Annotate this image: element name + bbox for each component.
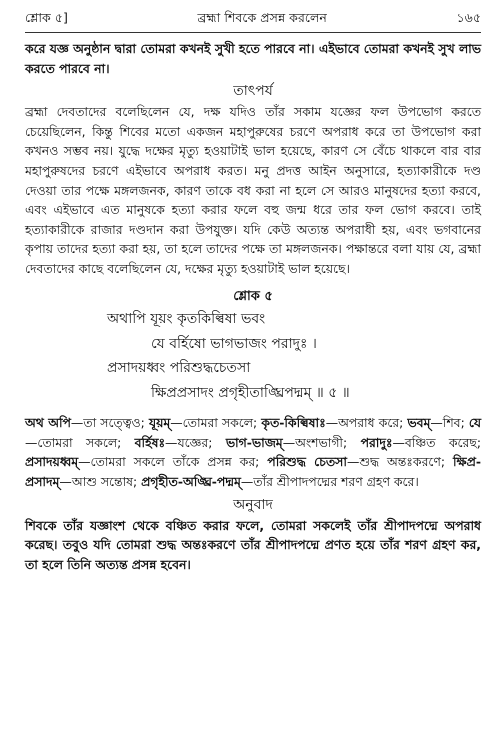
ww-term: পরিশুদ্ধ চেতসা bbox=[267, 454, 347, 470]
ww-meaning: আশু সন্তোষ; bbox=[71, 473, 142, 489]
ww-term: প্রসাদয়ধ্বম্ bbox=[25, 454, 79, 470]
ww-term: ভাগ-ভাজম্ bbox=[225, 434, 283, 450]
verse-label: শ্লোক ৫ bbox=[233, 288, 273, 304]
ww-term: ক্ষিপ্র-প্রসাদম্ bbox=[25, 454, 481, 489]
ww-meaning: অংশভাগী; bbox=[295, 434, 361, 450]
ww-meaning: তোমরা সকলে; bbox=[182, 415, 262, 431]
translation-heading: অনুবাদ bbox=[233, 496, 273, 513]
translation-text: শিবকে তাঁর যজ্ঞাংশ থেকে বঞ্চিত করার ফলে, তোমরা সকলেই তাঁর শ্রীপাদপদ্মে অপরাধ করেছ। তবুও যদি তোমরা শুদ্ধ অন্তঃকরণে তাঁর শ্রীপাদপদ্মে প্রণত হয়ে তাঁর শরণ গ্রহণ কর, তা হলে তিনি অত্যন্ত প্রসন্ন হবেন। bbox=[25, 517, 481, 572]
ww-meaning: যজ্ঞের; bbox=[177, 434, 226, 450]
ww-meaning: বঞ্চিত করেছ; bbox=[404, 434, 482, 450]
header-verse-ref: শ্লোক ৫] bbox=[25, 10, 68, 25]
page-header bbox=[25, 8, 481, 32]
ww-meaning: তোমরা সকলে তাঁকে প্রসন্ন কর; bbox=[90, 454, 268, 470]
ww-term: প্রগৃহীত-অঙ্ঘ্রি-পদ্মম্ bbox=[141, 473, 241, 489]
ww-term: ভবম্ bbox=[407, 415, 431, 431]
ww-term: কৃত-কিল্বিষাঃ bbox=[261, 415, 326, 431]
ww-meaning: অপরাধ করে; bbox=[338, 415, 408, 431]
purport-text: ব্রহ্মা দেবতাদের বলেছিলেন যে, দক্ষ যদিও তাঁর সকাম যজ্ঞের ফল উপভোগ করতে চেয়েছিলেন, কিন্তু শিবের মতো একজন মহাপুরুষের চরণে অপরাধ করে তা উপভোগ করা কখনও সম্ভব নয়। যুদ্ধে দক্ষের মৃত্যু হওয়াটাই ভাল হয়েছে, কারণ সে বেঁচে থাকলে বার বার মহাপুরুষদের চরণে এইভাবে অপরাধ করত। মনু প্রদত্ত আইন অনুসারে, হত্যাকারীকে দণ্ড দেওয়া তার পক্ষে মঙ্গলজনক, কারণ তাকে বধ করা না হলে সে আরও মানুষদের হত্যা করবে, এবং এইভাবে এত মানুষকে হত্যা করার ফলে বহু জন্ম ধরে তার ফল ভোগ করবে। তাই হত্যাকারীকে রাজার দণ্ডদান করা উপযুক্ত। যদি কেউ অত্যন্ত অপরাধী হয়, এবং ভগবানের কৃপায় তাদের হত্যা করা হয়, তা হলে তাদের পক্ষে তা মঙ্গলজনক। পক্ষান্তরে বলা যায় যে, ব্রহ্মা দেবতাদের কাছে বলেছিলেন যে, দক্ষের মৃত্যু হওয়াটাই ভাল হয়েছে। bbox=[25, 104, 481, 277]
ww-term: যে bbox=[468, 415, 482, 431]
verse-line-4: ক্ষিপ্রপ্রসাদং প্রগৃহীতাঙ্ঘ্রিপদ্মম্ ॥ ৫ ॥ bbox=[151, 384, 350, 401]
ww-meaning: শিব; bbox=[442, 415, 469, 431]
ww-term: যূয়ম্ bbox=[148, 415, 171, 431]
ww-meaning: তা সত্ত্বেও; bbox=[83, 415, 149, 431]
ww-term: অথ অপি bbox=[25, 415, 71, 431]
ww-meaning: তোমরা সকলে; bbox=[37, 434, 135, 450]
purport-heading: তাৎপর্য bbox=[233, 83, 273, 100]
page-number: ১৬৫ bbox=[456, 10, 481, 25]
ww-term: পরাদুঃ bbox=[360, 434, 393, 450]
verse-line-2: যে বর্হিষো ভাগভাজং পরাদুঃ । bbox=[151, 335, 317, 352]
ww-term: বর্হিষঃ bbox=[134, 434, 166, 450]
ww-meaning: শুদ্ধ অন্তঃকরণে; bbox=[359, 454, 454, 470]
verse-line-1: অথাপি যূয়ং কৃতকিল্বিষা ভবং bbox=[107, 311, 266, 328]
previous-translation-end: করে যজ্ঞ অনুষ্ঠান দ্বারা তোমরা কখনই সুখী হতে পারবে না। এইভাবে তোমরা কখনই সুখ লাভ করতে পারবে না। bbox=[25, 41, 481, 76]
verse-line-3: প্রসাদয়ধ্বং পরিশুদ্ধচেতসা bbox=[107, 360, 251, 377]
word-for-word: অথ অপি—তা সত্ত্বেও; যূয়ম্—তোমরা সকলে; কৃত-কিল্বিষাঃ—অপরাধ করে; ভবম্—শিব; যে—তোমরা সকলে; বর্হিষঃ—যজ্ঞের; ভাগ-ভাজম্—অংশভাগী; পরাদুঃ—বঞ্চিত করেছ; প্রসাদয়ধ্বম্—তোমরা সকলে তাঁকে প্রসন্ন কর; পরিশুদ্ধ চেতসা—শুদ্ধ অন্তঃকরণে; ক্ষিপ্র-প্রসাদম্—আশু সন্তোষ; প্রগৃহীত-অঙ্ঘ্রি-পদ্মম্—তাঁর শ্রীপাদপদ্মের শরণ গ্রহণ করে। bbox=[25, 415, 482, 489]
header-rule bbox=[25, 32, 481, 33]
header-chapter-title: ব্রহ্মা শিবকে প্রসন্ন করলেন bbox=[197, 10, 327, 25]
ww-meaning: তাঁর শ্রীপাদপদ্মের শরণ গ্রহণ করে। bbox=[253, 473, 419, 489]
